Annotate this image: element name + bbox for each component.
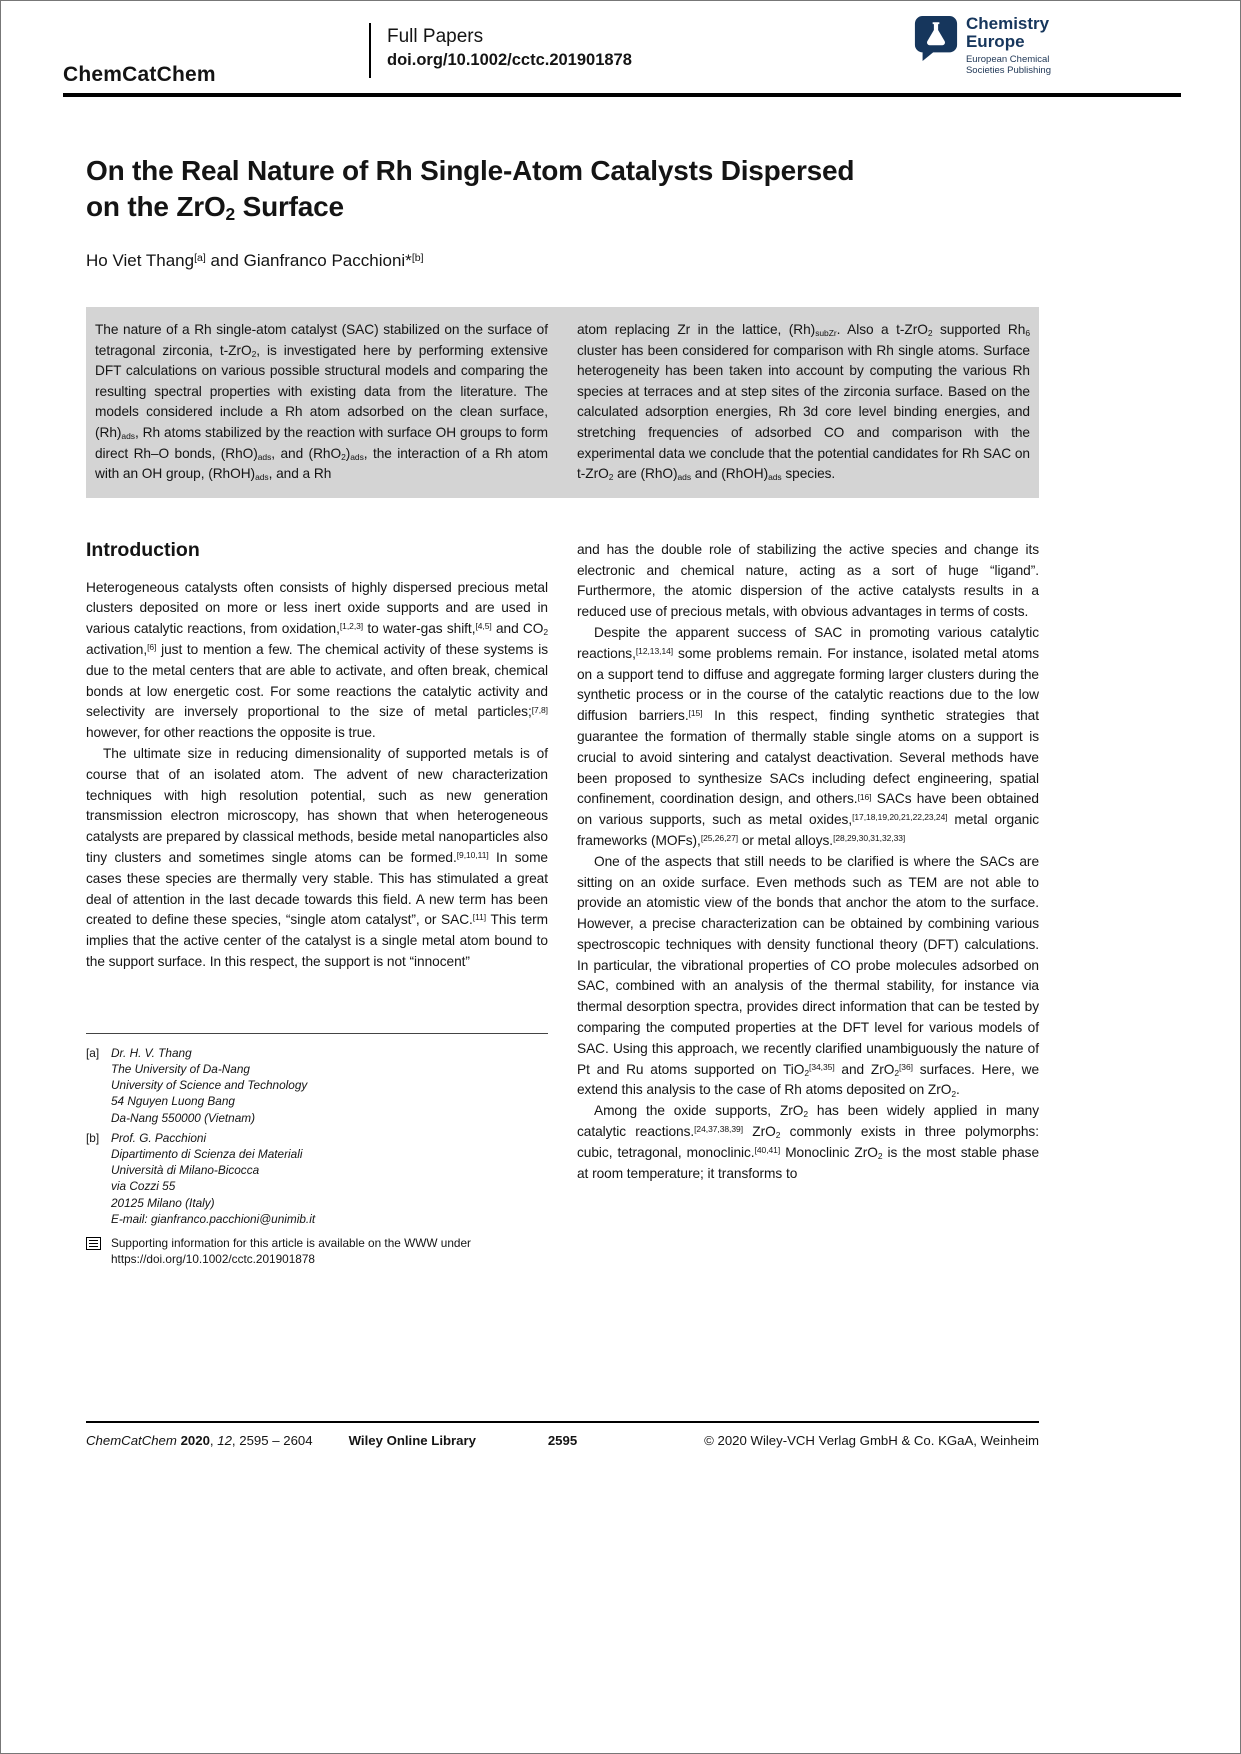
affiliation-a-lines	[111, 1045, 548, 1126]
page-footer	[86, 1421, 1039, 1448]
affiliation-line: 20125 Milano (Italy)	[111, 1195, 215, 1210]
publisher-subtitle-line2: Societies Publishing	[965, 65, 1051, 76]
supporting-info-icon	[86, 1237, 101, 1250]
publisher-logo-text	[966, 15, 1051, 76]
paragraph: Despite the apparent success of SAC in promoting various catalytic reactions,[12,13,14] some problems remain. For instance, isolated metal atoms on a support tend to diffuse and aggregate forming larger clusters during the synthetic process or in the course of the catalytic reactions due to the low diffusion barriers.[15] In this respect, finding synthetic strategies that guarantee the formation of thermally stable single atoms on a support is crucial to avoid sintering and catalyst deactivation. Several methods have been proposed to synthesize SACs including defect engineering, spatial confinement, coordination design, and others.[16] SACs have been obtained on various supports, such as metal oxides,[17,18,19,20,21,22,23,24] metal organic frameworks (MOFs),[25,26,27] or metal alloys.[28,29,30,31,32,33]	[577, 624, 1039, 848]
left-column	[86, 540, 548, 1268]
article-title: On the Real Nature of Rh Single-Atom Catalysts Dispersed on the ZrO$_2$ Surface	[86, 155, 855, 225]
doi-link[interactable]: doi.org/10.1002/cctc.201901878	[387, 51, 632, 69]
footnote-label-b: [b]	[86, 1130, 100, 1145]
section-heading-introduction: Introduction	[86, 538, 200, 561]
affiliation-a	[86, 1045, 548, 1126]
affiliation-line: The University of Da-Nang	[111, 1061, 250, 1076]
journal-name: ChemCatChem	[63, 63, 216, 86]
page-number: 2595	[547, 1432, 578, 1448]
affiliation-line: Università di Milano-Bicocca	[111, 1163, 260, 1178]
footer-row	[86, 1433, 1039, 1448]
email-link[interactable]: E-mail: gianfranco.pacchioni@unimib.it	[111, 1211, 316, 1226]
footnote-label-a: [a]	[86, 1045, 100, 1060]
footer-divider	[86, 1421, 1039, 1423]
paragraph: One of the aspects that still needs to be clarified is where the SACs are sitting on an oxide surface. Even methods such as TEM are not able to provide an atomistic view of the bonds that anchor the atom to the surface. However, a precise characterization can be obtained by combining various spectroscopic techniques with density functional theory (DFT) calculations. In particular, the vibrational properties of CO probe molecules adsorbed on SAC, combined with an analysis of the thermal stability, for instance via thermal desorption spectra, provides direct information that can be tested by comparing the computed properties at the DFT level for various models of SAC. Using this approach, we recently clarified unambiguously the nature of Pt and Ru atoms supported on TiO$_2$[34,35] and ZrO$_2$[36] surfaces. Here, we extend this analysis to the case of Rh atoms deposited on ZrO$_2$.	[577, 853, 1040, 1099]
paragraph: and has the double role of stabilizing the active species and change its electronic and chemical nature, acting as a sort of huge “ligand”. Furthermore, the atomic dispersion of the active catalysts results in a reduced use of precious metals, with obvious advantages in terms of costs.	[577, 541, 1039, 620]
affiliation-line: 54 Nguyen Luong Bang	[111, 1094, 235, 1109]
affiliation-line: Prof. G. Pacchioni	[111, 1130, 207, 1145]
affiliation-b	[86, 1130, 548, 1227]
publisher-subtitle-line1: European Chemical	[965, 54, 1050, 65]
affiliation-line: via Cozzi 55	[111, 1179, 176, 1194]
supporting-info-text: Supporting information for this article is available on the WWW under	[111, 1235, 471, 1250]
article-type-block	[369, 23, 632, 78]
affiliation-line: Da-Nang 550000 (Vietnam)	[111, 1110, 256, 1125]
publisher-name-line2: Europe	[965, 32, 1025, 51]
journal-citation: ChemCatChem 2020, 12, 2595 – 2604	[86, 1432, 313, 1448]
publisher-name-line1: Chemistry	[965, 14, 1050, 33]
chemistry-europe-icon	[913, 15, 959, 61]
footnotes-block	[86, 1033, 548, 1268]
wiley-online-library-label: Wiley Online Library	[348, 1432, 476, 1448]
author-line: Ho Viet Thang[a] and Gianfranco Pacchioni*[b]	[86, 251, 424, 270]
supporting-information-note	[86, 1235, 548, 1267]
publisher-name	[966, 15, 1051, 51]
body-columns	[86, 540, 1039, 1268]
affiliation-line: Dipartimento di Scienza dei Materiali	[111, 1146, 303, 1161]
paragraph: Heterogeneous catalysts often consists of highly dispersed precious metal clusters deposited on more or less inert oxide supports and are used in various catalytic reactions, from oxidation,[1,2,3] to water-gas shift,[4,5] and $CO_2$ activation,[6] just to mention a few. The chemical activity of these systems is due to the metal centers that are able to activate, and often break, chemical bonds at low energetic cost. For some reactions the catalytic activity and selectivity are inversely proportional to the size of metal particles;[7,8] however, for other reactions the opposite is true.	[86, 579, 549, 741]
abstract-text-left: The nature of a Rh single-atom catalyst (SAC) stabilized on the surface of tetragonal zirconia, t-ZrO$_2$, is investigated here by performing extensive DFT calculations on various possible structural models and comparing the resulting spectral properties with existing data from the literature. The models considered include a Rh atom adsorbed on the clean surface, $(Rh)_{ads}$, Rh atoms stabilized by the reaction with surface OH groups to form direct Rh–O bonds, $(RhO)_{ads}$, and $(RhO_2)_{ads}$, the interaction of a Rh atom with an OH group, $(RhOH)_{ads}$, and a Rh	[95, 322, 548, 483]
abstract-box	[86, 307, 1039, 498]
publisher-logo	[913, 15, 1051, 76]
abstract-text-right: atom replacing Zr in the lattice, $(Rh)_{subZr}$. Also a t-ZrO$_2$ supported $Rh_6$ cluster has been considered for comparison with Rh single atoms. Surface heterogeneity has been taken into account by computing the various Rh species at terraces and at step sites of the zirconia surface. Based on the calculated adsorption energies, Rh 3d core level binding energies, and stretching frequencies of adsorbed CO and comparison with the experimental data we conclude that the potential candidates for Rh SAC on t-ZrO$_2$ are $(RhO)_{ads}$ and $(RhOH)_{ads}$ species.	[577, 322, 1030, 483]
article-type-label: Full Papers	[387, 26, 484, 47]
paragraph: Among the oxide supports, ZrO$_2$ has been widely applied in many catalytic reactions.[24,37,38,39] ZrO$_2$ commonly exists in three polymorphs: cubic, tetragonal, monoclinic.[40,41] Monoclinic ZrO$_2$ is the most stable phase at room temperature; it transforms to	[577, 1103, 1040, 1181]
article-content	[86, 97, 1039, 1267]
affiliation-line: University of Science and Technology	[111, 1078, 308, 1093]
affiliation-b-lines	[111, 1130, 548, 1227]
copyright-notice: © 2020 Wiley-VCH Verlag GmbH & Co. KGaA, Weinheim	[704, 1432, 1039, 1448]
right-column	[577, 540, 1039, 1268]
supporting-info-link[interactable]: https://doi.org/10.1002/cctc.201901878	[111, 1252, 315, 1267]
paragraph: The ultimate size in reducing dimensionality of supported metals is of course that of an isolated atom. The advent of new characterization techniques with high resolution potential, such as new generation transmission electron microscopy, has shown that when heterogeneous catalysts are prepared by classical methods, beside metal nanoparticles also tiny clusters and sometimes single atoms can be formed.[9,10,11] In some cases these species are thermally very stable. This has stimulated a great deal of attention in the last decade towards this field. A new term has been created to define these species, “single atom catalyst”, or SAC.[11] This term implies that the active center of the catalyst is a single metal atom bound to the support surface. In this respect, the support is not “innocent”	[86, 745, 548, 969]
page-header	[63, 15, 1181, 91]
publisher-subtitle	[966, 54, 1051, 76]
affiliation-line: Dr. H. V. Thang	[111, 1045, 192, 1060]
